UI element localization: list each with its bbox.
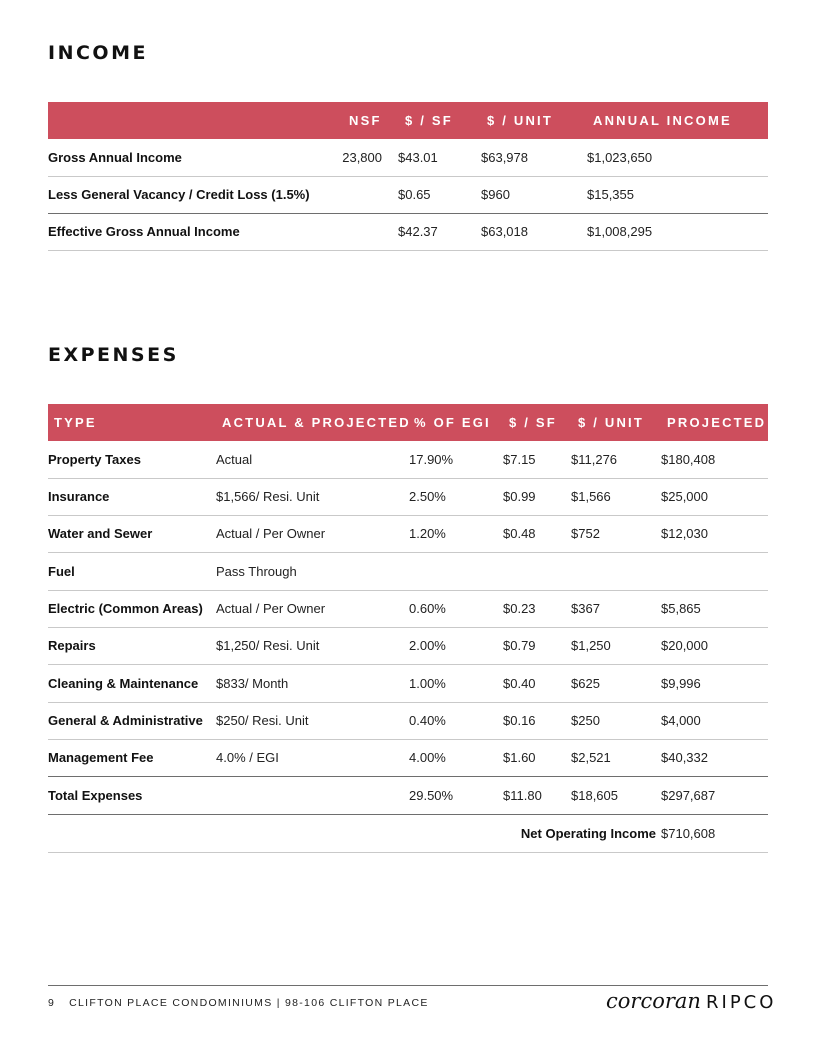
income-row-per-unit: $63,978 (481, 150, 528, 165)
expense-per-unit: $752 (571, 526, 600, 541)
expense-per-sf: $0.99 (503, 489, 536, 504)
expense-type: Fuel (48, 564, 75, 579)
expense-actual: Actual / Per Owner (216, 526, 326, 541)
income-row-annual: $1,023,650 (587, 150, 653, 165)
total-expenses-pct: 29.50% (409, 788, 454, 803)
expense-projected: $5,865 (661, 601, 701, 616)
page-number: 9 (48, 997, 56, 1009)
expense-per-unit: $1,566 (571, 489, 611, 504)
expense-per-unit: $11,276 (571, 452, 618, 467)
footer-text (48, 997, 429, 1009)
income-row-per-sf: $42.37 (398, 224, 438, 239)
expense-row (48, 739, 768, 777)
expense-projected: $40,332 (661, 750, 708, 765)
income-header-nsf: NSF (349, 113, 382, 128)
expense-projected: $4,000 (661, 713, 701, 728)
expense-pct: 0.60% (409, 601, 446, 616)
corcoran-logo: corcoran (606, 989, 701, 1013)
expense-projected: $9,996 (661, 676, 701, 691)
expenses-header-actual: ACTUAL & PROJECTED (222, 415, 411, 430)
expense-per-sf: $0.40 (503, 676, 536, 691)
total-expenses-row (48, 777, 768, 815)
expense-pct: 2.50% (409, 489, 446, 504)
expense-pct: 17.90% (409, 452, 454, 467)
expense-per-sf: $7.15 (503, 452, 536, 467)
expenses-header-per-unit: $ / UNIT (578, 415, 644, 430)
income-title: INCOME (48, 42, 148, 64)
expense-actual: $833/ Month (216, 676, 289, 691)
expense-actual: $1,250/ Resi. Unit (216, 638, 320, 653)
expense-actual: Actual (216, 452, 253, 467)
noi-row (48, 815, 768, 853)
noi-value: $710,608 (661, 826, 716, 841)
income-row-per-sf: $43.01 (398, 150, 438, 165)
income-row (48, 139, 768, 177)
income-row-label: Gross Annual Income (48, 150, 182, 165)
expense-pct: 4.00% (409, 750, 446, 765)
expense-type: Management Fee (48, 750, 154, 765)
expense-type: Water and Sewer (48, 526, 153, 541)
expense-type: Repairs (48, 638, 96, 653)
noi-label: Net Operating Income (520, 826, 656, 841)
income-row (48, 213, 768, 251)
income-row-annual: $1,008,295 (587, 224, 653, 239)
expense-row (48, 478, 768, 516)
expense-per-unit: $250 (571, 713, 600, 728)
income-row (48, 176, 768, 214)
expense-projected: $180,408 (661, 452, 716, 467)
expense-type: General & Administrative (48, 713, 203, 728)
expense-pct: 0.40% (409, 713, 446, 728)
income-row-nsf: 23,800 (342, 150, 382, 165)
income-row-per-sf: $0.65 (398, 187, 431, 202)
expenses-header-projected: PROJECTED (667, 415, 767, 430)
expense-actual: Pass Through (216, 564, 297, 579)
expense-actual: $1,566/ Resi. Unit (216, 489, 320, 504)
income-row-label: Less General Vacancy / Credit Loss (1.5%) (48, 187, 310, 202)
expense-projected: $12,030 (661, 526, 708, 541)
total-expenses-projected: $297,687 (661, 788, 716, 803)
expenses-header-type: TYPE (54, 415, 97, 430)
expenses-header-pct: % OF EGI (414, 415, 491, 430)
expenses-title: EXPENSES (48, 344, 179, 366)
expense-per-sf: $1.60 (503, 750, 536, 765)
income-header-per-unit: $ / UNIT (487, 113, 553, 128)
expense-per-unit: $2,521 (571, 750, 611, 765)
income-table-header (48, 102, 768, 139)
expense-type: Insurance (48, 489, 110, 504)
expense-row (48, 627, 768, 665)
income-row-per-unit: $960 (481, 187, 510, 202)
expense-per-sf: $0.48 (503, 526, 536, 541)
expense-type: Property Taxes (48, 452, 141, 467)
expense-actual: Actual / Per Owner (216, 601, 326, 616)
expense-actual: $250/ Resi. Unit (216, 713, 309, 728)
expense-row (48, 665, 768, 703)
expense-row (48, 553, 768, 591)
expense-type: Electric (Common Areas) (48, 601, 203, 616)
total-expenses-per-unit: $18,605 (571, 788, 618, 803)
total-expenses-label: Total Expenses (48, 788, 143, 803)
expense-per-unit: $367 (571, 601, 600, 616)
footer-caption: CLIFTON PLACE CONDOMINIUMS | 98-106 CLIFTON PLACE (69, 997, 429, 1009)
income-row-per-unit: $63,018 (481, 224, 528, 239)
expense-per-sf: $0.79 (503, 638, 536, 653)
expense-row (48, 702, 768, 740)
income-header-per-sf: $ / SF (405, 113, 453, 128)
expense-projected: $20,000 (661, 638, 708, 653)
expense-projected: $25,000 (661, 489, 708, 504)
expense-row (48, 515, 768, 553)
expenses-table-header (48, 404, 768, 441)
ripco-logo: RIPCO (706, 992, 777, 1013)
expense-pct: 1.20% (409, 526, 446, 541)
income-row-annual: $15,355 (587, 187, 634, 202)
expense-per-unit: $1,250 (571, 638, 611, 653)
expenses-header-per-sf: $ / SF (509, 415, 557, 430)
expense-per-sf: $0.16 (503, 713, 536, 728)
expense-pct: 1.00% (409, 676, 446, 691)
expense-pct: 2.00% (409, 638, 446, 653)
expense-row (48, 590, 768, 628)
total-expenses-per-sf: $11.80 (503, 788, 542, 803)
expense-per-sf: $0.23 (503, 601, 536, 616)
expense-type: Cleaning & Maintenance (48, 676, 199, 691)
income-row-label: Effective Gross Annual Income (48, 224, 240, 239)
footer-divider (48, 985, 768, 986)
income-header-annual: ANNUAL INCOME (593, 113, 732, 128)
expense-row (48, 441, 768, 479)
expense-per-unit: $625 (571, 676, 600, 691)
expense-actual: 4.0% / EGI (216, 750, 279, 765)
